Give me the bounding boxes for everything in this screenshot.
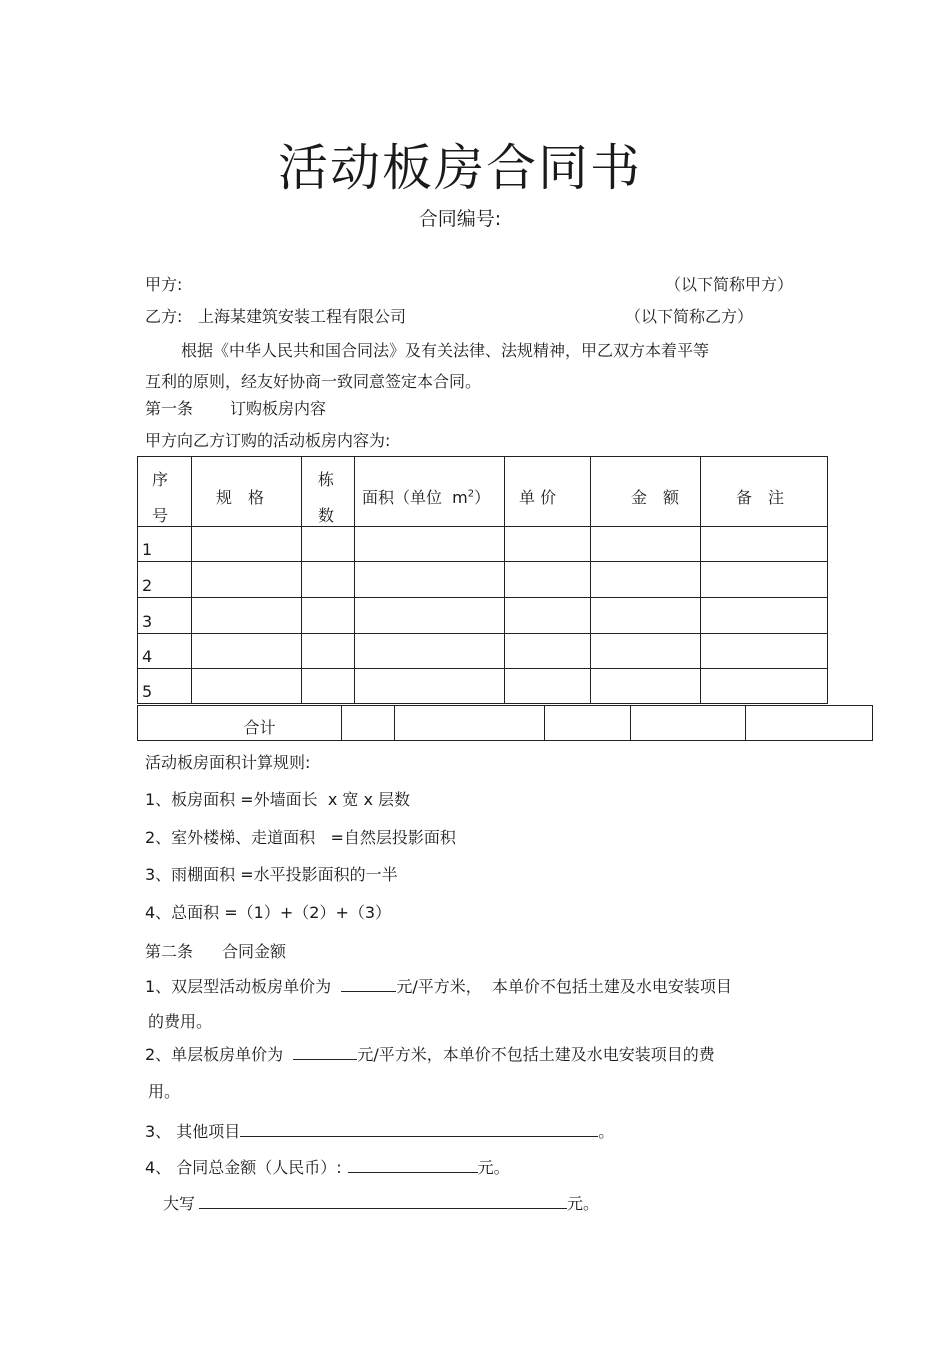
header-seq: 序 号 xyxy=(138,457,192,527)
row-number: 2 xyxy=(138,562,192,598)
header-count: 栋 数 xyxy=(302,457,355,527)
price-single-layer-cont: 用。 xyxy=(148,1082,181,1101)
cell-area[interactable] xyxy=(355,527,505,562)
cell-count[interactable] xyxy=(302,598,355,634)
preamble-line-2: 互利的原则，经友好协商一致同意签定本合同。 xyxy=(145,372,482,391)
contract-number-label: 合同编号: xyxy=(418,208,502,230)
total-row xyxy=(137,705,873,741)
table-row xyxy=(138,527,828,562)
header-unit-price: 单 价 xyxy=(505,457,591,527)
table-header-row xyxy=(138,457,828,527)
table-row xyxy=(138,562,828,598)
cell-count[interactable] xyxy=(302,669,355,704)
preamble-line-1: 根据《中华人民共和国合同法》及有关法律、法规精神，甲乙双方本着平等 xyxy=(181,341,710,360)
cell-spec[interactable] xyxy=(192,598,302,634)
price-double-layer-cont: 的费用。 xyxy=(148,1012,213,1031)
area-rule-1: 1、板房面积 =外墙面长 x 宽 x 层数 xyxy=(145,790,411,809)
cell-unit-price[interactable] xyxy=(505,562,591,598)
header-remark: 备 注 xyxy=(701,457,828,527)
total-count[interactable] xyxy=(342,706,395,741)
table-row xyxy=(138,669,828,704)
order-table xyxy=(137,456,828,704)
double-layer-price-blank[interactable] xyxy=(341,977,396,992)
party-b-alias: （以下简称乙方） xyxy=(625,307,754,326)
article-1-heading: 第一条 xyxy=(145,399,194,418)
article-2-title: 合同金额 xyxy=(222,942,287,961)
total-area[interactable] xyxy=(395,706,545,741)
cell-amount[interactable] xyxy=(591,562,701,598)
article-2-heading: 第二条 xyxy=(145,942,194,961)
total-unit-price[interactable] xyxy=(545,706,631,741)
total-remark[interactable] xyxy=(746,706,873,741)
cell-count[interactable] xyxy=(302,562,355,598)
single-layer-price-blank[interactable] xyxy=(293,1045,357,1060)
capital-amount-blank[interactable] xyxy=(199,1194,567,1209)
cell-count[interactable] xyxy=(302,527,355,562)
cell-count[interactable] xyxy=(302,634,355,669)
cell-remark[interactable] xyxy=(701,669,828,704)
cell-amount[interactable] xyxy=(591,527,701,562)
party-a-label: 甲方: xyxy=(145,275,183,294)
header-area: 面积（单位 $m^2$） xyxy=(355,457,505,527)
party-b-label: 乙方: xyxy=(145,307,183,326)
cell-remark[interactable] xyxy=(701,527,828,562)
area-rules-title: 活动板房面积计算规则: xyxy=(145,753,311,772)
header-amount: 金 额 xyxy=(591,457,701,527)
total-amount-line: 4、 合同总金额（人民币）: 元。 xyxy=(145,1158,510,1177)
cell-remark[interactable] xyxy=(701,634,828,669)
cell-unit-price[interactable] xyxy=(505,634,591,669)
cell-unit-price[interactable] xyxy=(505,669,591,704)
cell-amount[interactable] xyxy=(591,598,701,634)
header-spec: 规 格 xyxy=(192,457,302,527)
cell-spec[interactable] xyxy=(192,527,302,562)
capital-amount-line: 大写 元。 xyxy=(163,1194,600,1213)
area-rule-2: 2、室外楼梯、走道面积 =自然层投影面积 xyxy=(145,828,456,847)
party-a-alias: （以下简称甲方） xyxy=(665,275,794,294)
table-row xyxy=(138,598,828,634)
cell-area[interactable] xyxy=(355,634,505,669)
document-title: 活动板房合同书 xyxy=(278,139,642,197)
row-number: 5 xyxy=(138,669,192,704)
total-amount[interactable] xyxy=(631,706,746,741)
cell-spec[interactable] xyxy=(192,669,302,704)
cell-area[interactable] xyxy=(355,562,505,598)
total-amount-blank[interactable] xyxy=(348,1158,478,1173)
cell-area[interactable] xyxy=(355,598,505,634)
row-number: 3 xyxy=(138,598,192,634)
cell-spec[interactable] xyxy=(192,634,302,669)
row-number: 4 xyxy=(138,634,192,669)
party-b-name: 上海某建筑安装工程有限公司 xyxy=(198,307,407,326)
cell-unit-price[interactable] xyxy=(505,598,591,634)
cell-spec[interactable] xyxy=(192,562,302,598)
cell-area[interactable] xyxy=(355,669,505,704)
total-label: 合计 xyxy=(138,706,342,741)
other-items: 3、 其他项目 。 xyxy=(145,1122,615,1141)
area-rule-3: 3、雨棚面积 =水平投影面积的一半 xyxy=(145,865,398,884)
price-double-layer: 1、双层型活动板房单价为 元/平方米， 本单价不包括土建及水电安装项目 xyxy=(145,977,732,996)
cell-remark[interactable] xyxy=(701,598,828,634)
article-1-title: 订购板房内容 xyxy=(230,399,327,418)
price-single-layer: 2、单层板房单价为 元/平方米，本单价不包括土建及水电安装项目的费 xyxy=(145,1045,715,1064)
cell-amount[interactable] xyxy=(591,634,701,669)
row-number: 1 xyxy=(138,527,192,562)
cell-unit-price[interactable] xyxy=(505,527,591,562)
article-1-intro: 甲方向乙方订购的活动板房内容为: xyxy=(145,431,391,450)
area-rule-4: 4、总面积 =（1）+（2）+（3） xyxy=(145,903,392,922)
table-row xyxy=(138,634,828,669)
cell-amount[interactable] xyxy=(591,669,701,704)
other-items-blank[interactable] xyxy=(240,1122,598,1137)
cell-remark[interactable] xyxy=(701,562,828,598)
